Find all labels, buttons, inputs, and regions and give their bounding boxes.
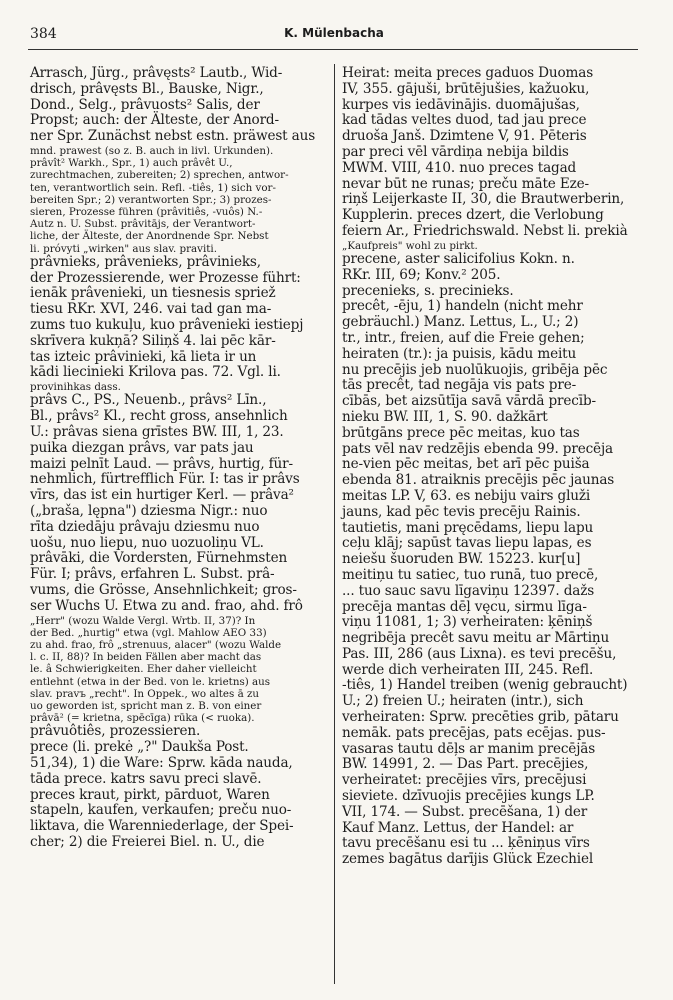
text-line: par preci vēl vārdiņa nebija bildis xyxy=(342,143,569,160)
text-line: werde dich verheiraten III, 245. Refl. xyxy=(342,661,594,678)
text-line: stapeln, kaufen, verkaufen; preču nuo- xyxy=(30,802,292,819)
text-line: precene, aster salicifolius Kokn. n. xyxy=(342,250,575,267)
header-rule xyxy=(28,49,638,50)
text-line: drisch, prâvęsts Bl., Bauske, Nigr., xyxy=(30,80,264,97)
text-line: zums tuo kukuļu, kuo prâvenieki iestiepj xyxy=(30,317,304,333)
page-number: 384 xyxy=(30,26,57,42)
text-line: neiešu šuoruden BW. 15223. kur[u] xyxy=(342,551,581,568)
text-line: Bl., prâvs² Kl., recht gross, ansehnlich xyxy=(30,408,288,425)
text-line: MWM. VIII, 410. nuo preces tagad xyxy=(342,159,577,176)
text-line: l. c. II, 88)? In beiden Fällen aber macht das xyxy=(30,651,262,664)
left-column xyxy=(30,66,332,851)
right-column xyxy=(342,66,644,868)
text-line: „Herr" (wozu Walde Vergl. Wrtb. II, 37)? In xyxy=(30,614,256,627)
text-line: ceļu klāj; sapūst tavas liepu lapas, es xyxy=(342,535,592,552)
running-title: K. Mülenbacha xyxy=(284,26,384,40)
text-line: tautietis, mani pręcēdams, liepu lapu xyxy=(342,519,594,536)
text-line: cībās, bet aizsūtīja savā vārdā precīb- xyxy=(342,393,596,410)
text-line: provinihkas dass. xyxy=(30,381,121,394)
text-line: prâvît² Warkh., Spr., 1) auch prâvêt U., xyxy=(30,157,233,170)
text-line: sieviete. dzīvuojis precējies kungs LP. xyxy=(342,788,595,805)
text-line: prâvs C., PS., Neuenb., prâvs² Līn., xyxy=(30,392,267,409)
text-line: -tiês, 1) Handel treiben (wenig gebraucht) xyxy=(342,677,628,694)
text-line: bereiten Spr.; 2) verantworten Spr.; 3) prozes- xyxy=(30,193,272,206)
text-line: Pas. III, 286 (aus Lixna). es tevi precēšu, xyxy=(342,645,617,662)
text-line: BW. 14991, 2. — Das Part. precējies, xyxy=(342,756,589,773)
text-line: der Prozessierende, wer Prozesse führt: xyxy=(30,269,301,286)
text-line: der Bed. „hurtig" etwa (vgl. Mahlow AEO 33) xyxy=(30,626,267,639)
text-line: vīrs, das ist ein hurtiger Kerl. — prâva² xyxy=(30,487,294,504)
text-line: 51,34), 1) die Ware: Sprw. kāda nauda, xyxy=(30,754,293,771)
text-line: Arrasch, Jürg., prâvęsts² Lautb., Wid- xyxy=(30,65,283,81)
text-line: slav. pravъ „recht". In Oppek., wo altes ā zu xyxy=(30,687,260,700)
text-line: precêt, -ēju, 1) handeln (nicht mehr xyxy=(342,298,583,315)
text-line: „Kaufpreis" wohl zu pirkt. xyxy=(342,239,478,252)
text-line: heiraten (tr.): ja puisis, kādu meitu xyxy=(342,345,577,362)
text-line: nevar būt ne runas; preču māte Eze- xyxy=(342,175,589,192)
text-line: prâvuôtiês, prozessieren. xyxy=(30,723,201,740)
text-line: precenieks, s. precinieks. xyxy=(342,282,514,299)
text-line: RKr. III, 69; Konv.² 205. xyxy=(342,266,501,283)
text-line: viņu 11081, 1; 3) verheiraten: ķēniņš xyxy=(342,614,593,631)
text-line: prâvāki, die Vordersten, Fürnehmsten xyxy=(30,550,288,567)
text-line: ne-vien pēc meitas, bet arī pēc puiša xyxy=(342,456,590,473)
text-line: U.; 2) freien U.; heiraten (intr.), sich xyxy=(342,693,584,710)
text-line: nu precējis jeb nuolūkuojis, gribēja pēc xyxy=(342,361,608,378)
text-line: ten, verantwortlich sein. Refl. -tiês, 1) sich vor- xyxy=(30,181,276,194)
text-line: kurpes vis iedāvinājis. duomājušas, xyxy=(342,96,580,113)
text-line: VII, 174. — Subst. precēšana, 1) der xyxy=(342,803,588,820)
text-line: nieku BW. III, 1, S. 90. dažkārt xyxy=(342,408,548,425)
text-line: puika diezgan prâvs, var pats jau xyxy=(30,439,254,456)
text-line: cher; 2) die Freierei Biel. n. U., die xyxy=(30,833,265,850)
text-line: Kauf Manz. Lettus, der Handel: ar xyxy=(342,819,574,836)
text-line: liche, der Älteste, der Anordnende Spr. Nebst xyxy=(30,230,269,243)
text-line: („braša, lępna") dziesma Nigr.: nuo xyxy=(30,502,268,519)
text-line: tavu precēšanu esi tu ... ķēniņus vīrs xyxy=(342,835,590,852)
text-line: rīta dziedāju prâvaju dziesmu nuo xyxy=(30,518,260,535)
text-line: prece (li. prekė „?" Daukša Post. xyxy=(30,739,249,756)
text-line: zemes bagātus darījis Glück Ezechiel xyxy=(342,851,594,868)
text-line: Für. I; prâvs, erfahren L. Subst. prâ- xyxy=(30,566,275,583)
text-line: ienāk prâvenieki, un tiesnesis spriež xyxy=(30,285,276,302)
text-line: zurechtmachen, zubereiten; 2) sprechen, antwor- xyxy=(30,169,289,182)
text-line: Heirat: meita preces gaduos Duomas xyxy=(342,65,594,81)
text-line: prâvā² (= krietna, spēcīga) rūka (< ruoka). xyxy=(30,712,255,725)
text-line: tiesu RKr. XVI, 246. vai tad gan ma- xyxy=(30,301,272,318)
text-line: feiern Ar., Friedrichswald. Nebst li. prekià xyxy=(342,222,628,239)
text-line: negribēja precêt savu meitu ar Mārtiņu xyxy=(342,630,610,647)
text-line: ebenda 81. atraiknis precējis pēc jaunas xyxy=(342,472,615,489)
text-line: meitas LP. V, 63. es nebiju vairs gluži xyxy=(342,487,591,504)
text-line: uo geworden ist, spricht man z. B. von einer xyxy=(30,699,262,712)
text-line: precēja mantas dēļ vęcu, sirmu līga- xyxy=(342,598,587,615)
text-line: mnd. prawest (so z. B. auch in livl. Urkunden). xyxy=(30,144,274,157)
text-line: riņš Leijerkaste II, 30, die Brautwerberin, xyxy=(342,191,625,208)
text-line: Autz n. U. Subst. prâvitājs, der Verantwort- xyxy=(30,218,256,231)
text-line: uošu, nuo liepu, nuo uozuoliņu VL. xyxy=(30,534,264,551)
text-line: vasaras tautu dēļs ar manim precējās xyxy=(342,740,596,757)
text-line: nemāk. pats precējas, pats ecējas. pus- xyxy=(342,724,606,741)
text-line: vums, die Grösse, Ansehnlichkeit; gros- xyxy=(30,581,297,598)
text-line: maizi pelnīt Laud. — prâvs, hurtig, für- xyxy=(30,455,293,472)
text-line: ser Wuchs U. Etwa zu and. frao, ahd. frô xyxy=(30,597,303,614)
column-divider xyxy=(334,64,335,984)
text-line: verheiraten: Sprw. precēties grib, pātaru xyxy=(342,709,619,726)
text-line: li. próvyti „wirken" aus slav. praviti. xyxy=(30,242,217,255)
text-line: entlehnt (etwa in der Bed. von le. krietns) aus xyxy=(30,675,271,688)
page-header xyxy=(30,22,638,46)
text-line: tās precêt, tad negāja vis pats pre- xyxy=(342,377,577,394)
text-line: Kupplerin. preces dzert, die Verlobung xyxy=(342,207,604,224)
text-line: liktava, die Warenniederlage, der Spei- xyxy=(30,818,294,835)
text-line: tas izteic prâvinieki, kā lieta ir un xyxy=(30,348,257,365)
text-line: U.: prâvas siena grīstes BW. III, 1, 23. xyxy=(30,423,284,440)
text-line: kad tādas veltes duod, tad jau prece xyxy=(342,112,587,129)
text-line: gebräuchl.) Manz. Lettus, L., U.; 2) xyxy=(342,314,579,331)
text-line: meitiņu tu satiec, tuo runā, tuo precē, xyxy=(342,566,599,583)
text-line: tr., intr., freien, auf die Freie gehen; xyxy=(342,329,585,346)
text-line: prâvnieks, prâvenieks, prâvinieks, xyxy=(30,253,261,270)
text-line: Propst; auch: der Älteste, der Anord- xyxy=(30,112,279,129)
text-line: preces kraut, pirkt, pārduot, Waren xyxy=(30,786,270,803)
text-line: IV, 355. gājuši, brūtējušies, kažuoku, xyxy=(342,80,590,97)
text-line: ner Spr. Zunächst nebst estn. präwest aus xyxy=(30,128,316,145)
text-line: brūtgāns prece pēc meitas, kuo tas xyxy=(342,424,580,441)
text-line: sieren, Prozesse führen (prâvitiês, -vuôs) N.- xyxy=(30,206,263,218)
text-line: Dond., Selg., prâvuosts² Salis, der xyxy=(30,96,260,113)
text-line: zu ahd. frao, frô „strenuus, alacer" (wozu Walde xyxy=(30,638,282,651)
text-line: ... tuo sauc savu līgaviņu 12397. dažs xyxy=(342,582,595,599)
text-line: druoša Janš. Dzimtene V, 91. Pēteris xyxy=(342,128,587,145)
text-line: pats vēl nav redzējis ebenda 99. precēja xyxy=(342,440,613,457)
text-line: verheiratet: precējies vīrs, precējusi xyxy=(342,772,587,789)
text-line: tāda prece. katrs savu preci slavē. xyxy=(30,770,262,787)
text-line: kādi liecinieki Krilova pas. 72. Vgl. li. xyxy=(30,364,281,381)
text-line: le. â Schwierigkeiten. Eher daher vielleicht xyxy=(30,663,257,676)
text-line: nehmlich, fürtrefflich Für. I: tas ir prâvs xyxy=(30,471,300,488)
text-line: skrīvera kukņā? Siliņš 4. lai pēc kār- xyxy=(30,332,276,349)
text-line: jauns, kad pēc tevis precēju Rainis. xyxy=(342,503,581,520)
